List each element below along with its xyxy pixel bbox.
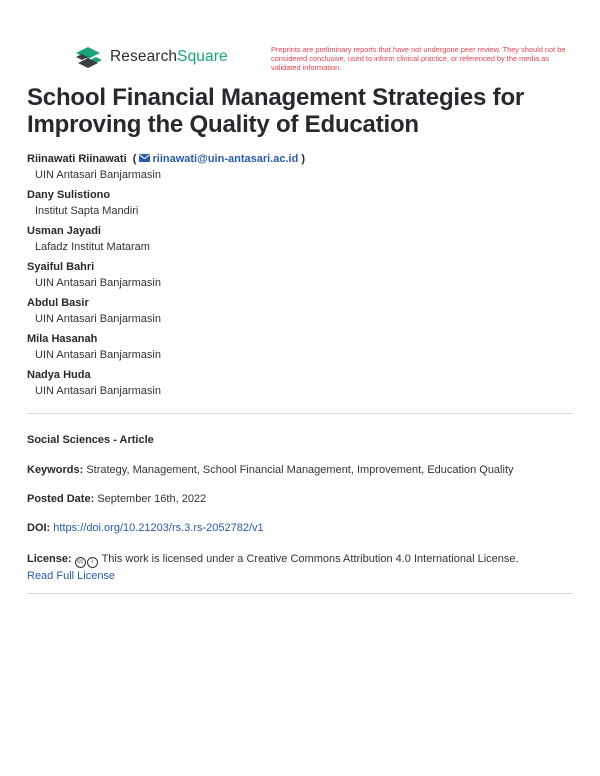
doi-link[interactable]: https://doi.org/10.21203/rs.3.rs-2052782/v1 <box>53 522 264 534</box>
author-affiliation: Lafadz Institut Mataram <box>35 241 150 253</box>
license-label: License: <box>27 553 72 565</box>
author-item <box>27 367 567 403</box>
research-square-logo[interactable] <box>74 44 228 70</box>
author-name: Mila Hasanah <box>27 333 98 345</box>
author-item <box>27 259 567 295</box>
header <box>74 44 574 78</box>
doi-label: DOI: <box>27 522 51 534</box>
author-name: Nadya Huda <box>27 369 91 381</box>
doi <box>27 520 573 536</box>
author-affiliation: Institut Sapta Mandiri <box>35 205 139 217</box>
author-affiliation: UIN Antasari Banjarmasin <box>35 349 161 361</box>
author-affiliation: UIN Antasari Banjarmasin <box>35 277 161 289</box>
keywords-label: Keywords: <box>27 464 84 476</box>
paper-title: School Financial Management Strategies for Improving the Quality of Education <box>27 84 525 138</box>
email-link[interactable]: riinawati@uin-antasari.ac.id <box>152 153 299 165</box>
author-item <box>27 295 567 331</box>
keywords-value: Strategy, Management, School Financial Management, Improvement, Education Quality <box>86 464 514 476</box>
author-item <box>27 187 567 223</box>
attribution-icon: i <box>87 557 98 568</box>
author-list <box>27 151 567 403</box>
author-email[interactable]: ( riinawati@uin-antasari.ac.id ) <box>129 153 306 165</box>
research-square-logo-icon <box>74 44 104 70</box>
license-text: This work is licensed under a Creative Commons Attribution 4.0 International License. <box>101 553 519 565</box>
divider <box>27 593 573 594</box>
author-item <box>27 331 567 367</box>
author-item <box>27 223 567 259</box>
keywords <box>27 462 573 478</box>
article-type: Social Sciences - Article <box>27 434 154 446</box>
author-name: Syaiful Bahri <box>27 261 95 273</box>
posted-date <box>27 491 573 507</box>
author-name: Dany Sulistiono <box>27 189 111 201</box>
read-full-license-link[interactable]: Read Full License <box>27 570 116 582</box>
author-item <box>27 151 567 187</box>
posted-date-label: Posted Date: <box>27 493 95 505</box>
author-name: Usman Jayadi <box>27 225 101 237</box>
divider <box>27 413 573 414</box>
creative-commons-icon: cc <box>75 557 86 568</box>
author-name: Abdul Basir <box>27 297 89 309</box>
author-affiliation: UIN Antasari Banjarmasin <box>35 385 161 397</box>
posted-date-value: September 16th, 2022 <box>97 493 207 505</box>
author-affiliation: UIN Antasari Banjarmasin <box>35 313 161 325</box>
logo-text: ResearchSquare <box>110 48 228 65</box>
preprint-disclaimer: Preprints are preliminary reports that have not undergone peer review. They should not be considered conclusive, used to inform clinical practice, or referenced by the media as validated information. <box>271 45 566 72</box>
author-name: Riinawati Riinawati <box>27 153 127 165</box>
license <box>27 551 573 584</box>
author-affiliation: UIN Antasari Banjarmasin <box>35 169 161 181</box>
mail-icon <box>139 154 150 162</box>
